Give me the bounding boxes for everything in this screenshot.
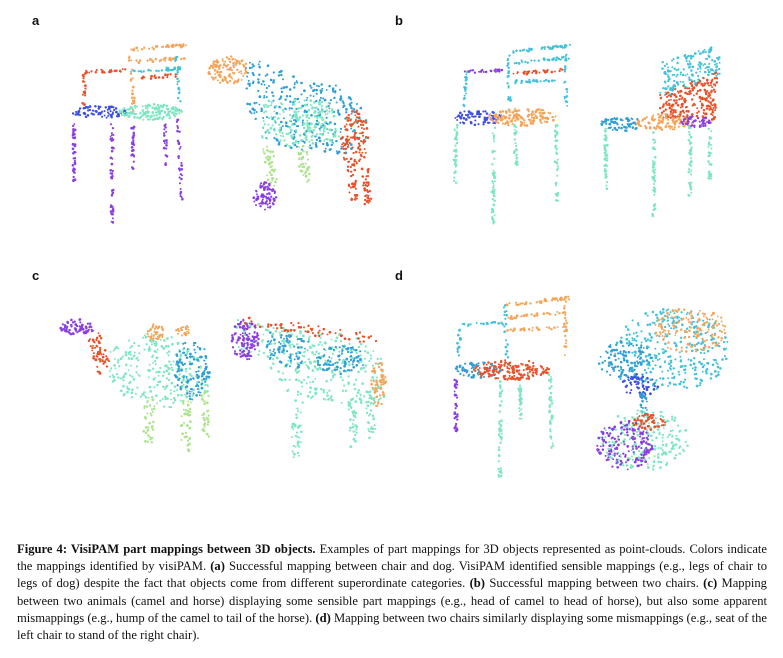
caption-d-label: (d) (315, 610, 331, 625)
caption-a-text: Successful mapping between chair and dog. VisiPAM identified sensible mappings (e.g., legs of chair to legs of dog) despite the fact that objects come from different superordinate categories. (17, 559, 767, 591)
caption-d-text: Mapping between two chairs similarly displaying some mismappings (e.g., seat of the left chair to stand of the right chair). (17, 610, 767, 643)
panel-label-c: c (32, 268, 40, 283)
panel-a-dog-point-cloud (208, 55, 373, 210)
panel-label-b: b (395, 13, 403, 28)
figure-caption (17, 541, 767, 644)
caption-a-label: (a) (210, 559, 225, 574)
panel-a-chair-point-cloud (72, 43, 187, 224)
caption-title: Figure 4: VisiPAM part mappings between 3D objects. (17, 542, 316, 556)
panel-c-horse-point-cloud (231, 317, 388, 459)
caption-c-label: (c) (703, 576, 718, 591)
panel-b-right-chair-point-cloud (600, 46, 720, 217)
panel-b-left-chair-point-cloud (453, 44, 572, 225)
caption-c-text: Mapping between two animals (camel and horse) displaying some sensible part mappings (e.g., head of camel to head of horse), but also some apparent mismappings (e.g., hump of the camel to tail of the horse). (17, 576, 767, 625)
panel-label-a: a (32, 13, 40, 28)
caption-intro: Examples of part mappings for 3D objects represented as point-clouds. Colors indicate the mappings identified by visiPAM. (17, 542, 768, 574)
panel-d-left-chair-point-cloud (453, 296, 570, 478)
panel-c-camel-point-cloud (59, 318, 211, 452)
panel-d-right-chair-point-cloud (596, 308, 728, 471)
panel-label-d: d (395, 268, 403, 283)
caption-b-label: (b) (469, 576, 485, 591)
caption-b-text: Successful mapping between two chairs. (489, 576, 699, 591)
